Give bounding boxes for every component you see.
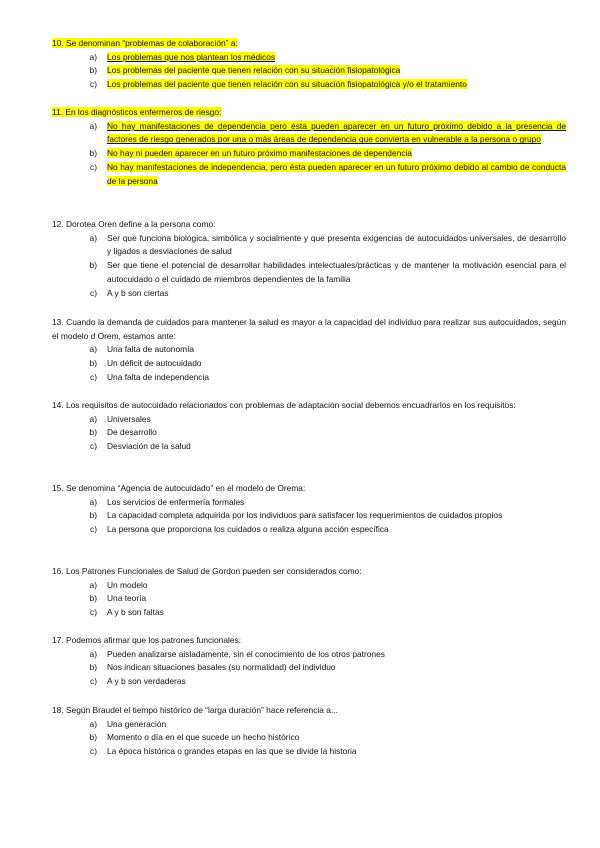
option-b: [52, 357, 566, 371]
option-c: [52, 523, 566, 537]
option-text: Una falta de autonomía: [107, 344, 195, 355]
option-text: A y b son verdaderas: [107, 676, 186, 687]
question-stem: 16. Los Patrones Funcionales de Salud de Gordon pueden ser considerados como:: [52, 566, 362, 576]
option-a: [52, 232, 566, 259]
option-letter: a): [89, 718, 97, 729]
question-stem: 11. En los diagnósticos enfermeros de riesgo:: [52, 107, 222, 117]
option-b: [52, 64, 566, 78]
question-stem: 10. Se denominan “problemas de colaboración” a:: [52, 38, 238, 48]
question-11: [52, 106, 566, 188]
option-letter: c): [90, 79, 97, 90]
option-c: [52, 287, 566, 301]
option-text: Una generación: [107, 718, 167, 729]
option-letter: b): [89, 65, 97, 76]
option-letter: a): [89, 51, 97, 62]
question-14: [52, 399, 566, 454]
question-15: [52, 482, 566, 537]
option-text: Nos indican situaciones basales (su normalidad) del individuo: [107, 662, 336, 673]
option-c: [52, 78, 566, 92]
question-stem: 18. Según Braudel el tiempo histórico de “larga duración” hace referencia a...: [52, 705, 338, 715]
option-letter: a): [89, 648, 97, 659]
option-text: Los problemas del paciente que tienen relación con su situación fisiopatológica: [107, 65, 401, 76]
question-10: [52, 37, 566, 92]
option-text: La época histórica o grandes etapas en las que se divide la historia: [107, 746, 357, 757]
option-text: Una falta de independencia: [107, 371, 209, 382]
option-text: No hay manifestaciones de independencia, pero ésta pueden aparecer en un futuro próximo debido al cambio de conducta de la persona: [107, 161, 566, 186]
option-c: [52, 440, 566, 454]
option-letter: c): [90, 441, 97, 452]
question-stem: 17. Podemos afirmar que los patrones funcionales:: [52, 635, 242, 645]
option-text: Ser que tiene el potencial de desarrollar habilidades intelectuales/prácticas y de mantener la motivación esencial para el autocuidado o el cuidado de miembros dependientes de la familia: [107, 260, 566, 284]
option-letter: c): [90, 287, 97, 298]
option-c: [52, 371, 566, 385]
option-letter: a): [89, 496, 97, 507]
option-text: A y b son ciertas: [107, 287, 169, 298]
option-a: [52, 496, 566, 510]
option-text: Un déficit de autocuidado: [107, 358, 202, 369]
question-stem: 15. Se denomina “Agencia de autocuidado” en el modelo de Orema:: [52, 483, 306, 493]
option-a: [52, 579, 566, 593]
option-a: [52, 343, 566, 357]
question-12: [52, 218, 566, 300]
option-letter: b): [89, 148, 97, 159]
option-letter: c): [90, 676, 97, 687]
option-letter: a): [89, 579, 97, 590]
option-b: [52, 731, 566, 745]
option-b: [52, 509, 566, 523]
option-b: [52, 426, 566, 440]
option-text: La capacidad completa adquirida por los individuos para satisfacer los requerimientos de cuidados propios: [107, 510, 503, 521]
option-letter: c): [90, 607, 97, 618]
option-c: [52, 161, 566, 188]
option-letter: b): [89, 593, 97, 604]
option-text: Un modelo: [107, 579, 148, 590]
option-text: Desviación de la salud: [107, 441, 191, 452]
option-text: Momento o día en el que sucede un hecho histórico: [107, 732, 300, 743]
option-b: [52, 259, 566, 286]
option-a: [52, 120, 566, 147]
option-text: Una teoría: [107, 593, 147, 604]
option-text: Los problemas que nos plantean los médicos: [107, 51, 276, 62]
option-a: [52, 648, 566, 662]
option-a: [52, 718, 566, 732]
option-letter: b): [89, 358, 97, 369]
option-b: [52, 147, 566, 161]
option-letter: b): [89, 427, 97, 438]
option-text: No hay manifestaciones de dependencia pero ésta pueden aparecer en un futuro próximo debido a la presencia de factores de riesgo generados por una o más áreas de dependencia que convierta en vulnerable a la persona o grupo: [107, 120, 566, 145]
option-text: A y b son faltas: [107, 607, 164, 618]
option-text: Los servicios de enfermería formales: [107, 496, 245, 507]
option-letter: b): [89, 510, 97, 521]
question-stem: 13. Cuando la demanda de cuidados para mantener la salud es mayor a la capacidad del individuo para realizar sus autocuidados, según el modelo d Orem, estamos ante:: [52, 317, 566, 341]
option-letter: c): [90, 371, 97, 382]
option-text: Los problemas del paciente que tienen relación con su situación fisiopatológica y/o el tratamiento: [107, 79, 467, 90]
option-letter: a): [89, 120, 97, 131]
option-letter: a): [89, 344, 97, 355]
option-text: De desarrollo: [107, 427, 157, 438]
option-text: La persona que proporciona los cuidados o realiza alguna acción específica: [107, 524, 389, 535]
option-letter: c): [90, 161, 97, 172]
option-c: [52, 675, 566, 689]
option-b: [52, 661, 566, 675]
option-c: [52, 606, 566, 620]
option-letter: b): [89, 260, 97, 271]
question-stem: 14. Los requisitos de autocuidado relacionados con problemas de adaptación social debemos encuadrarlos en los requisitos:: [52, 400, 516, 410]
option-letter: a): [89, 413, 97, 424]
question-18: [52, 704, 566, 759]
option-c: [52, 745, 566, 759]
option-text: Ser que funciona biológica, simbólica y socialmente y que presenta exigencias de autocuidados universales, de desarrollo y ligados a desviaciones de salud: [107, 232, 566, 257]
question-16: [52, 565, 566, 620]
question-17: [52, 634, 566, 689]
option-letter: c): [90, 524, 97, 535]
option-text: No hay ni pueden aparecer en un futuro próximo manifestaciones de dependencia: [107, 148, 412, 159]
option-letter: b): [89, 732, 97, 743]
option-text: Universales: [107, 413, 151, 424]
option-text: Pueden analizarse aisladamente, sin el conocimiento de los otros patrones: [107, 648, 385, 659]
option-letter: a): [89, 232, 97, 243]
option-letter: c): [90, 746, 97, 757]
option-letter: b): [89, 662, 97, 673]
question-stem: 12. Dorotea Oren define a la persona como:: [52, 219, 216, 229]
option-b: [52, 592, 566, 606]
option-a: [52, 413, 566, 427]
option-a: [52, 51, 566, 65]
question-13: [52, 316, 566, 385]
